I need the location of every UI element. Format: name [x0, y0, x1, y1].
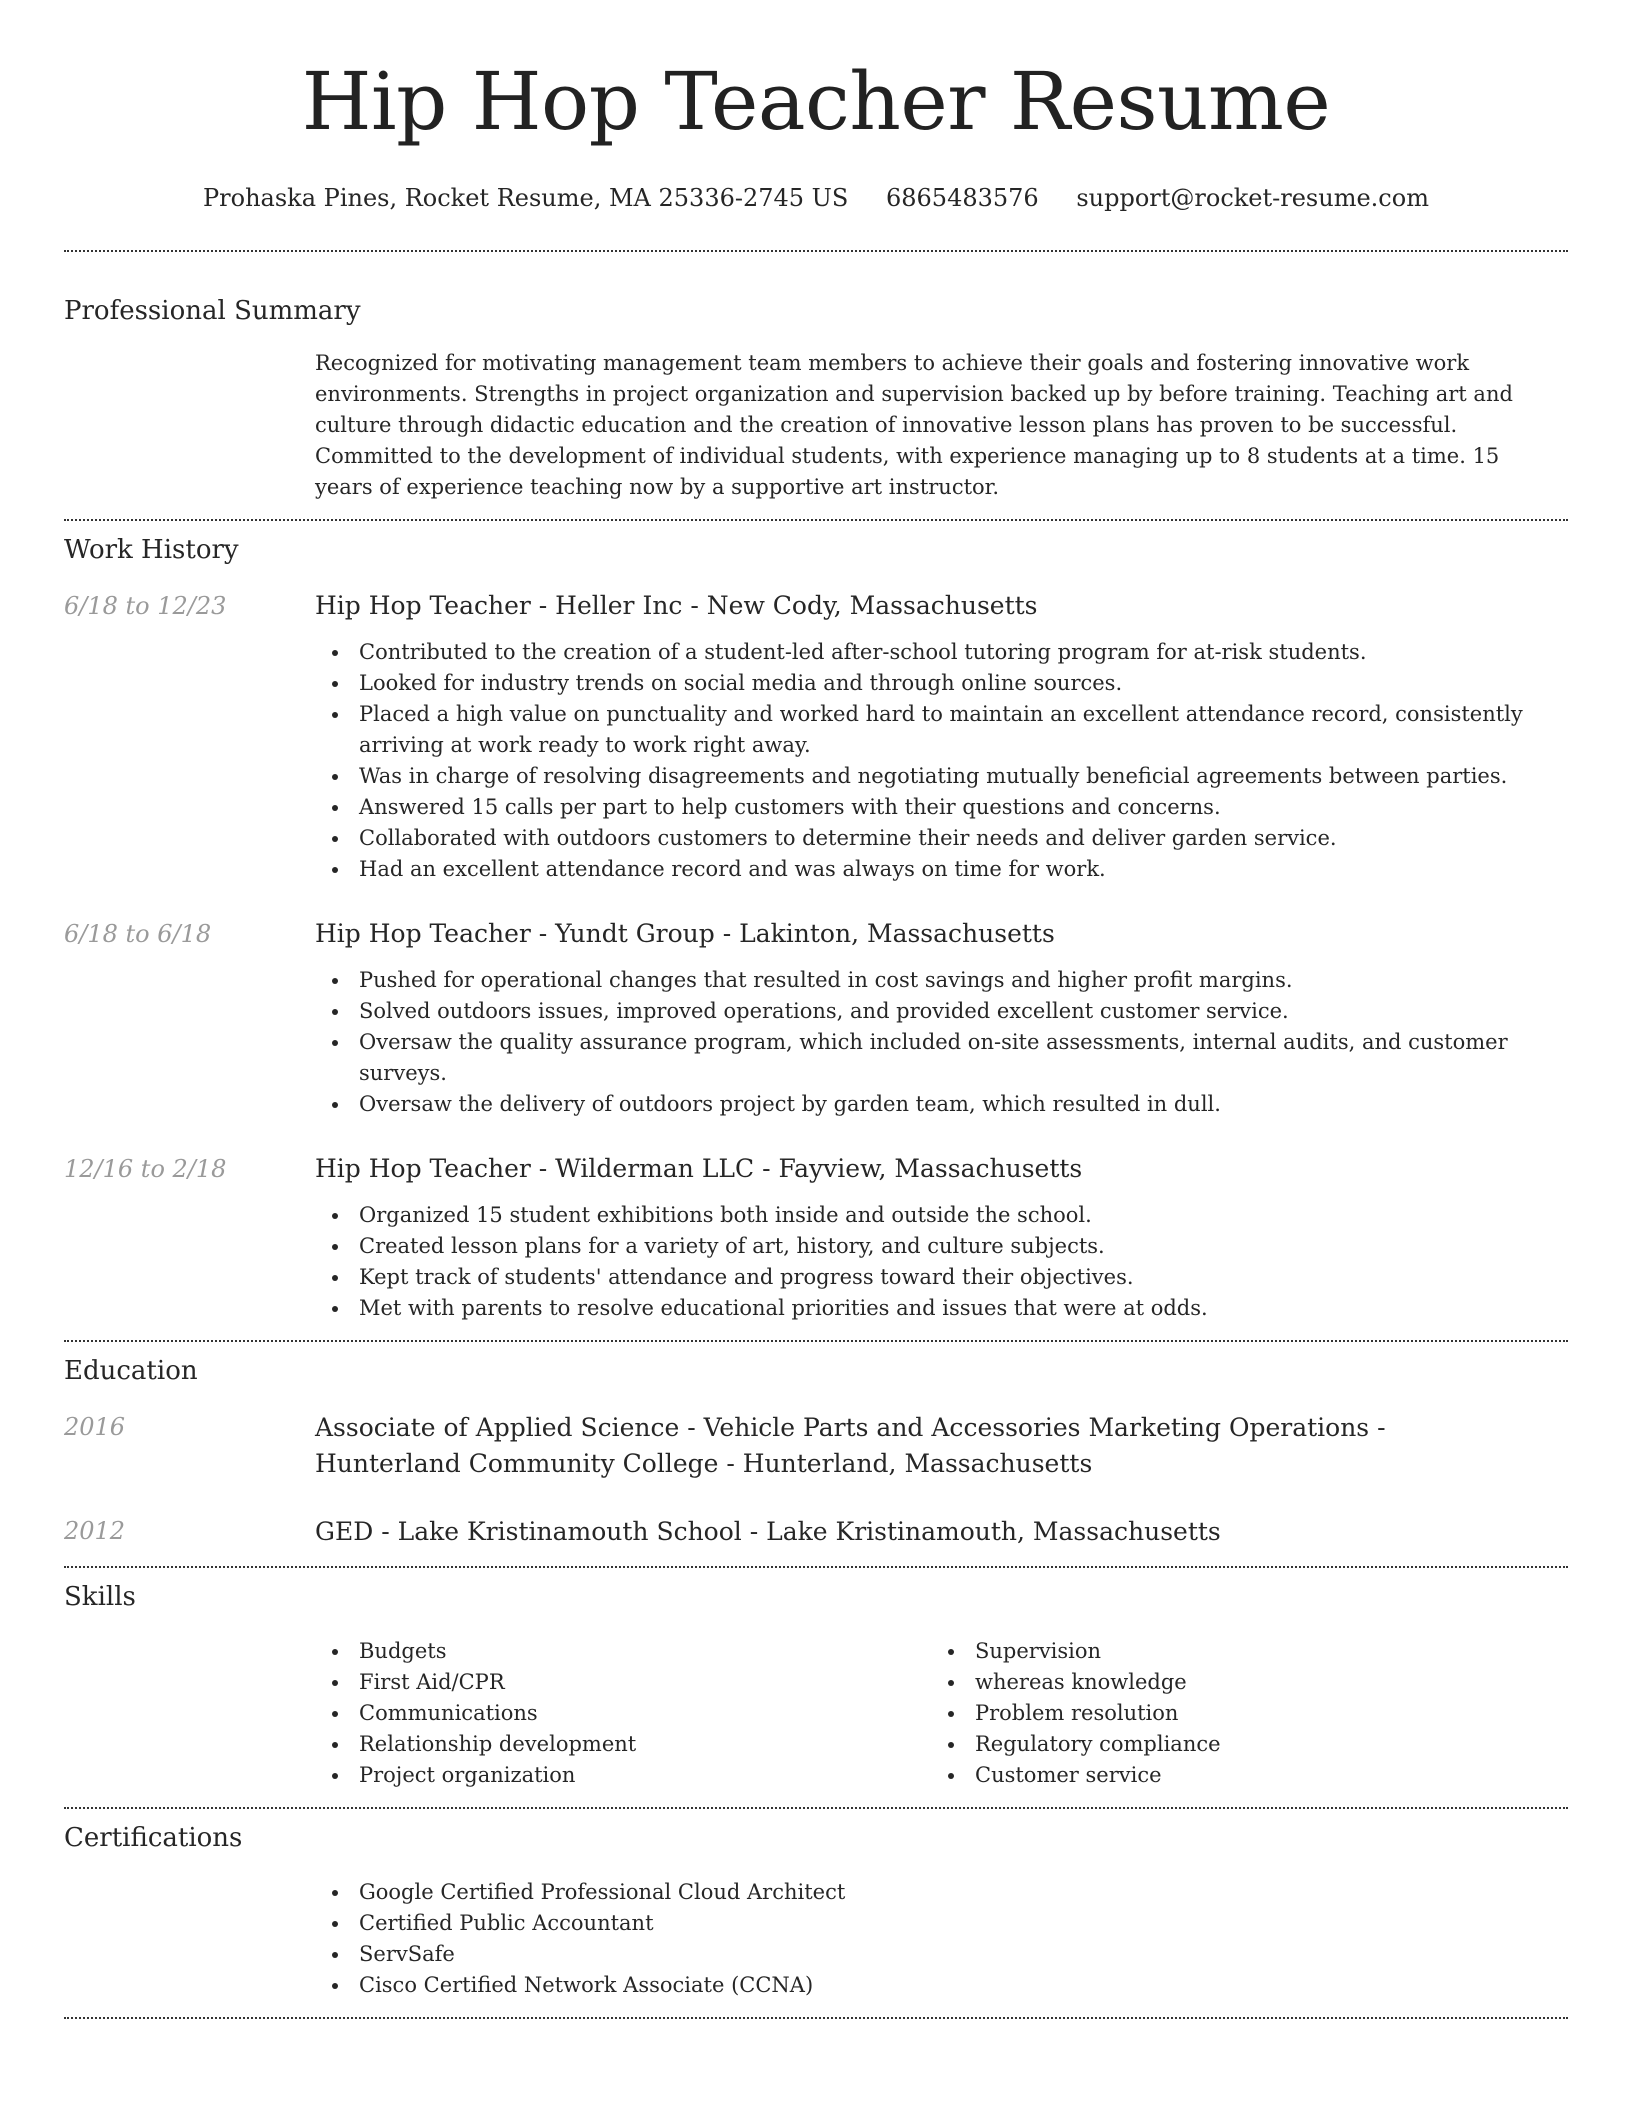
education-title: GED - Lake Kristinamouth School - Lake Kristinamouth, Massachusetts [315, 1517, 1221, 1546]
job-entry [64, 1152, 1568, 1324]
section-heading: Certifications [64, 1823, 243, 1853]
job-title: Hip Hop Teacher - Yundt Group - Lakinton, Massachusetts [315, 919, 1055, 948]
bullet-item: Oversaw the quality assurance program, which included on-site assessments, internal audits, and customer surveys. [315, 1027, 1568, 1089]
certifications-list [315, 1877, 1568, 2001]
education-year: 2016 [64, 1413, 126, 1441]
bullet-item: Collaborated with outdoors customers to determine their needs and deliver garden service. [315, 823, 1568, 854]
education-entry [64, 1410, 1568, 1482]
job-bullets [315, 1200, 1568, 1324]
section-heading: Professional Summary [64, 296, 361, 326]
work-history-section [64, 521, 1568, 1324]
job-entry [64, 917, 1568, 1120]
bullet-item: Was in charge of resolving disagreements and negotiating mutually beneficial agreements between parties. [315, 761, 1568, 792]
contact-address: Prohaska Pines, Rocket Resume, MA 25336-2745 US [203, 184, 849, 212]
education-entry [64, 1514, 1568, 1550]
contact-line [64, 182, 1568, 214]
job-bullets [315, 965, 1568, 1120]
skill-item: Supervision [931, 1636, 1568, 1667]
bullet-item: Pushed for operational changes that resulted in cost savings and higher profit margins. [315, 965, 1568, 996]
skill-item: Communications [315, 1698, 931, 1729]
bullet-item: Kept track of students' attendance and progress toward their objectives. [315, 1262, 1568, 1293]
bullet-item: Contributed to the creation of a student-led after-school tutoring program for at-risk students. [315, 637, 1568, 668]
certification-item: Google Certified Professional Cloud Architect [315, 1877, 1568, 1908]
bullet-item: Solved outdoors issues, improved operations, and provided excellent customer service. [315, 996, 1568, 1027]
job-dates: 6/18 to 6/18 [64, 920, 212, 948]
bullet-item: Answered 15 calls per part to help customers with their questions and concerns. [315, 792, 1568, 823]
resume-title: Hip Hop Teacher Resume [301, 55, 1331, 148]
skill-item: Project organization [315, 1760, 931, 1791]
bullet-item: Had an excellent attendance record and was always on time for work. [315, 854, 1568, 885]
skill-item: Problem resolution [931, 1698, 1568, 1729]
section-heading: Skills [64, 1582, 136, 1612]
skill-item: Budgets [315, 1636, 931, 1667]
certification-item: ServSafe [315, 1939, 1568, 1970]
skill-item: Customer service [931, 1760, 1568, 1791]
education-title: Associate of Applied Science - Vehicle Parts and Accessories Marketing Operations - Hunterland Community College - Hunterland, Massachusetts [315, 1413, 1386, 1478]
skills-section [64, 1568, 1568, 1791]
contact-phone: 6865483576 [885, 184, 1039, 212]
summary-section [64, 252, 1568, 503]
skill-item: whereas knowledge [931, 1667, 1568, 1698]
certifications-section [64, 1809, 1568, 2001]
bullet-item: Organized 15 student exhibitions both inside and outside the school. [315, 1200, 1568, 1231]
section-heading: Work History [64, 535, 239, 565]
education-section [64, 1342, 1568, 1550]
bullet-item: Oversaw the delivery of outdoors project by garden team, which resulted in dull. [315, 1089, 1568, 1120]
job-dates: 6/18 to 12/23 [64, 592, 227, 620]
skills-list [315, 1636, 931, 1791]
bullet-item: Looked for industry trends on social media and through online sources. [315, 668, 1568, 699]
education-year: 2012 [64, 1517, 126, 1545]
divider [64, 2017, 1568, 2019]
bullet-item: Placed a high value on punctuality and worked hard to maintain an excellent attendance record, consistently arriving at work ready to work right away. [315, 699, 1568, 761]
job-dates: 12/16 to 2/18 [64, 1155, 227, 1183]
job-title: Hip Hop Teacher - Heller Inc - New Cody, Massachusetts [315, 591, 1038, 620]
job-entry [64, 589, 1568, 885]
skill-item: First Aid/CPR [315, 1667, 931, 1698]
section-heading: Education [64, 1356, 198, 1386]
job-title: Hip Hop Teacher - Wilderman LLC - Fayview, Massachusetts [315, 1154, 1083, 1183]
bullet-item: Met with parents to resolve educational priorities and issues that were at odds. [315, 1293, 1568, 1324]
certification-item: Cisco Certified Network Associate (CCNA) [315, 1970, 1568, 2001]
bullet-item: Created lesson plans for a variety of art, history, and culture subjects. [315, 1231, 1568, 1262]
summary-text: Recognized for motivating management team members to achieve their goals and fostering innovative work environments. Strengths in project organization and supervision backed up by before training. Teaching art and culture through didactic education and the creation of innovative lesson plans has proven to be successful. Committed to the development of individual students, with experience managing up to 8 students at a time. 15 years of experience teaching now by a supportive art instructor. [315, 351, 1513, 499]
skill-item: Regulatory compliance [931, 1729, 1568, 1760]
contact-email: support@rocket-resume.com [1076, 184, 1429, 212]
job-bullets [315, 637, 1568, 885]
skills-list [931, 1636, 1568, 1791]
skill-item: Relationship development [315, 1729, 931, 1760]
certification-item: Certified Public Accountant [315, 1908, 1568, 1939]
